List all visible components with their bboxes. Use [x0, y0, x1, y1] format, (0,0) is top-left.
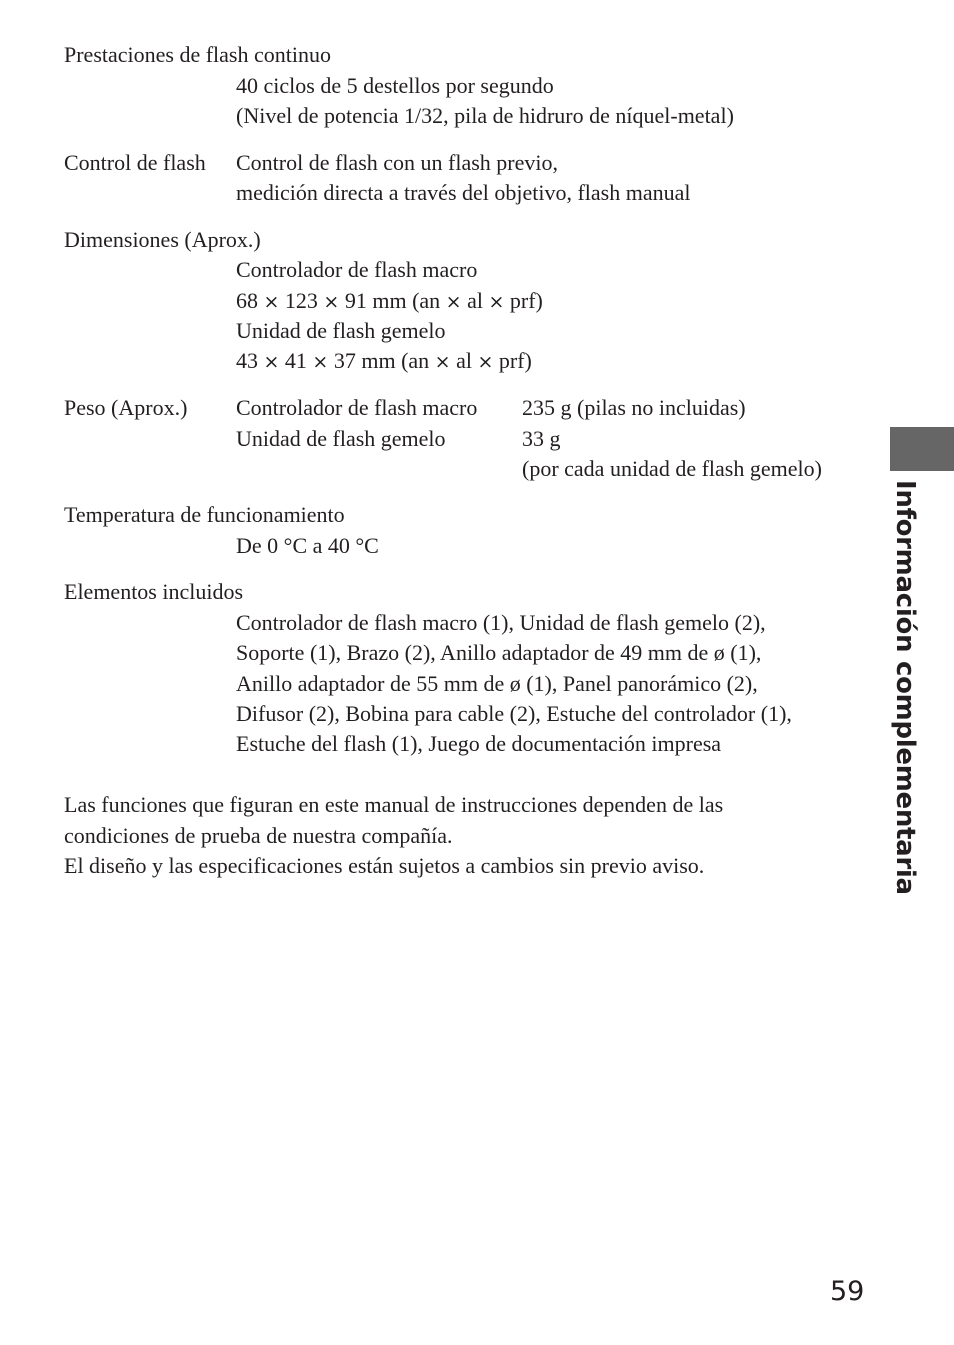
dim-value: prf) [509, 288, 543, 313]
included-line: Estuche del flash (1), Juego de documentación impresa [236, 731, 722, 756]
dim-value: 123 [284, 288, 318, 313]
included-line: Anillo adaptador de 55 mm de ø (1), Panel panorámico (2), [236, 671, 758, 696]
flash-control-line2: medición directa a través del objetivo, flash manual [236, 180, 691, 205]
times-icon: × [263, 351, 280, 373]
weight-controller-name: Controlador de flash macro [236, 395, 478, 420]
dim-value: prf) [498, 348, 532, 373]
times-icon: × [488, 291, 505, 313]
included-line: Soporte (1), Brazo (2), Anillo adaptador de 49 mm de ø (1), [236, 640, 762, 665]
dim-value: 68 [236, 288, 258, 313]
dim-value: al [467, 288, 483, 313]
note-line: El diseño y las especificaciones están sujetos a cambios sin previo aviso. [64, 853, 705, 878]
times-icon: × [434, 351, 451, 373]
dim-value: 41 [284, 348, 307, 373]
dimensions-controller-value [236, 290, 543, 312]
section-tab-marker [890, 427, 954, 471]
dim-value: 43 [236, 348, 258, 373]
dim-value: 37 mm (an [333, 348, 430, 373]
flash-control-label: Control de flash [64, 150, 206, 175]
page-number: 59 [830, 1276, 865, 1307]
dimensions-twin-value [236, 350, 532, 372]
dim-value: 91 mm (an [344, 288, 441, 313]
weight-twin-name: Unidad de flash gemelo [236, 426, 446, 451]
continuous-flash-label: Prestaciones de flash continuo [64, 42, 331, 67]
times-icon: × [323, 291, 340, 313]
included-label: Elementos incluidos [64, 579, 244, 604]
continuous-flash-line1: 40 ciclos de 5 destellos por segundo [236, 73, 554, 98]
temperature-value: De 0 °C a 40 °C [236, 533, 379, 558]
times-icon: × [263, 291, 280, 313]
note-line: Las funciones que figuran en este manual de instrucciones dependen de las [64, 792, 724, 817]
times-icon: × [445, 291, 462, 313]
dimensions-label: Dimensiones (Aprox.) [64, 227, 261, 252]
weight-twin-value: 33 g [522, 426, 561, 451]
times-icon: × [477, 351, 494, 373]
included-line: Difusor (2), Bobina para cable (2), Estuche del controlador (1), [236, 701, 792, 726]
weight-label: Peso (Aprox.) [64, 395, 188, 420]
section-side-title: Información complementaria [890, 480, 920, 895]
note-line: condiciones de prueba de nuestra compañía. [64, 823, 453, 848]
temperature-label: Temperatura de funcionamiento [64, 502, 345, 527]
weight-controller-value: 235 g (pilas no incluidas) [522, 395, 746, 420]
included-line: Controlador de flash macro (1), Unidad de flash gemelo (2), [236, 610, 766, 635]
times-icon: × [312, 351, 329, 373]
dimensions-twin-name: Unidad de flash gemelo [236, 318, 446, 343]
flash-control-line1: Control de flash con un flash previo, [236, 150, 558, 175]
weight-twin-note: (por cada unidad de flash gemelo) [522, 456, 822, 481]
continuous-flash-line2: (Nivel de potencia 1/32, pila de hidruro de níquel-metal) [236, 103, 734, 128]
dimensions-controller-name: Controlador de flash macro [236, 257, 478, 282]
dim-value: al [456, 348, 472, 373]
